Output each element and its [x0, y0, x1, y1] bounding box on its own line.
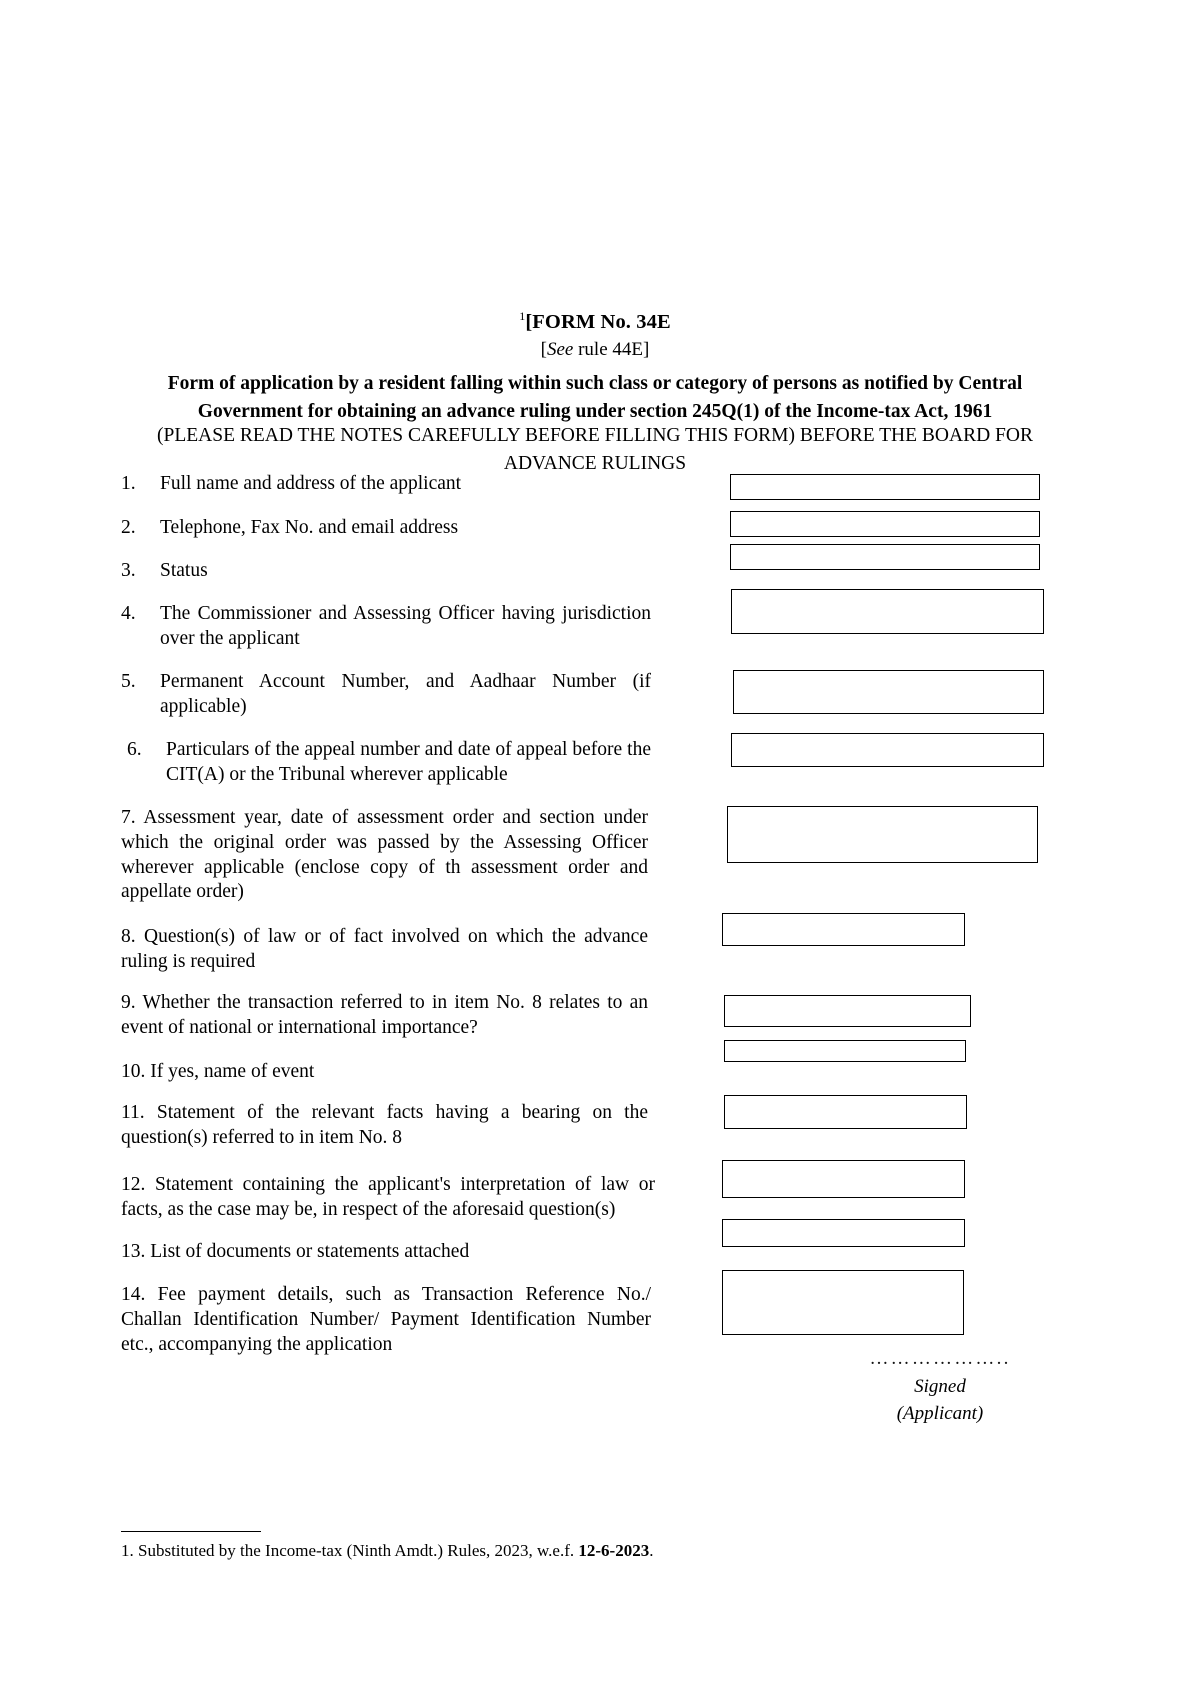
item-4-number: 4. — [121, 603, 136, 624]
notes-heading: (PLEASE READ THE NOTES CAREFULLY BEFORE FILLING THIS FORM) BEFORE THE BOARD FOR ADVANCE RULINGS — [157, 425, 1033, 474]
answer-box-9[interactable] — [724, 995, 971, 1027]
form-description: Form of application by a resident falling within such class or category of persons as notified by Central Government for obtaining an advance ruling under section 245Q(1) of the Income-tax Act, 1961 — [167, 373, 1023, 423]
item-2-number: 2. — [121, 517, 136, 538]
item-6-label — [127, 738, 651, 788]
item-8-label: 8. Question(s) of law or of fact involved on which the advance ruling is required — [121, 926, 648, 972]
answer-box-1[interactable] — [730, 474, 1040, 500]
item-3-text: Status — [160, 560, 208, 581]
item-1-label — [121, 472, 681, 497]
answer-box-6[interactable] — [731, 733, 1044, 767]
footnote-prefix: 1. Substituted by the Income-tax (Ninth Amdt.) Rules, 2023, w.e.f. — [121, 1541, 579, 1560]
answer-box-13[interactable] — [722, 1219, 965, 1247]
answer-box-12[interactable] — [722, 1160, 965, 1198]
item-5-label — [121, 670, 651, 720]
answer-box-4[interactable] — [731, 589, 1044, 634]
signed-label: Signed — [914, 1375, 966, 1397]
footnote-divider — [121, 1531, 261, 1532]
item-5-text: Permanent Account Number, and Aadhaar Number (if applicable) — [160, 671, 651, 717]
item-1-number: 1. — [121, 473, 136, 494]
item-14-label: 14. Fee payment details, such as Transaction Reference No./ Challan Identification Number/ Payment Identification Number etc., accompanying the application — [121, 1284, 651, 1355]
answer-box-7[interactable] — [727, 806, 1038, 863]
item-6-number: 6. — [127, 739, 142, 760]
answer-box-8[interactable] — [722, 913, 965, 946]
signature-block — [790, 1345, 1090, 1428]
answer-box-3[interactable] — [730, 544, 1040, 570]
footnote — [121, 1540, 653, 1562]
see-rule-value: rule 44E] — [578, 338, 650, 360]
see-italic: See — [546, 338, 574, 360]
item-4-text: The Commissioner and Assessing Officer having jurisdiction over the applicant — [160, 603, 651, 649]
item-11-label: 11. Statement of the relevant facts having a bearing on the question(s) referred to in item No. 8 — [121, 1102, 648, 1148]
item-12-label: 12. Statement containing the applicant's interpretation of law or facts, as the case may be, in respect of the aforesaid question(s) — [121, 1174, 655, 1220]
footnote-marker: 1 — [519, 309, 526, 324]
answer-box-10[interactable] — [724, 1040, 966, 1062]
applicant-label: (Applicant) — [896, 1403, 984, 1425]
see-rule-bracket: [ — [540, 338, 547, 360]
item-2-label — [121, 516, 681, 541]
answer-box-14[interactable] — [722, 1270, 964, 1335]
answer-box-11[interactable] — [724, 1095, 967, 1129]
item-5-number: 5. — [121, 671, 136, 692]
item-3-number: 3. — [121, 560, 136, 581]
item-13-label: 13. List of documents or statements attached — [121, 1241, 470, 1262]
footnote-date: 12-6-2023 — [578, 1541, 650, 1560]
footnote-suffix: . — [649, 1541, 654, 1560]
item-6-text: Particulars of the appeal number and date of appeal before the CIT(A) or the Tribunal wherever applicable — [166, 739, 651, 785]
item-4-label — [121, 602, 651, 652]
signature-dotted-line: ……………….. — [869, 1348, 1011, 1369]
item-2-text: Telephone, Fax No. and email address — [160, 517, 459, 538]
item-1-text: Full name and address of the applicant — [160, 473, 462, 494]
form-number-text: [FORM No. 34E — [525, 311, 671, 333]
answer-box-5[interactable] — [733, 670, 1044, 714]
item-10-label: 10. If yes, name of event — [121, 1061, 315, 1082]
item-7-label: 7. Assessment year, date of assessment order and section under which the original order was passed by the Assessing Officer wherever applicable (enclose copy of th assessment order and appellate order) — [121, 807, 648, 903]
answer-box-2[interactable] — [730, 511, 1040, 537]
item-9-label: 9. Whether the transaction referred to in item No. 8 relates to an event of national or international importance? — [121, 992, 648, 1038]
item-3-label — [121, 559, 681, 584]
